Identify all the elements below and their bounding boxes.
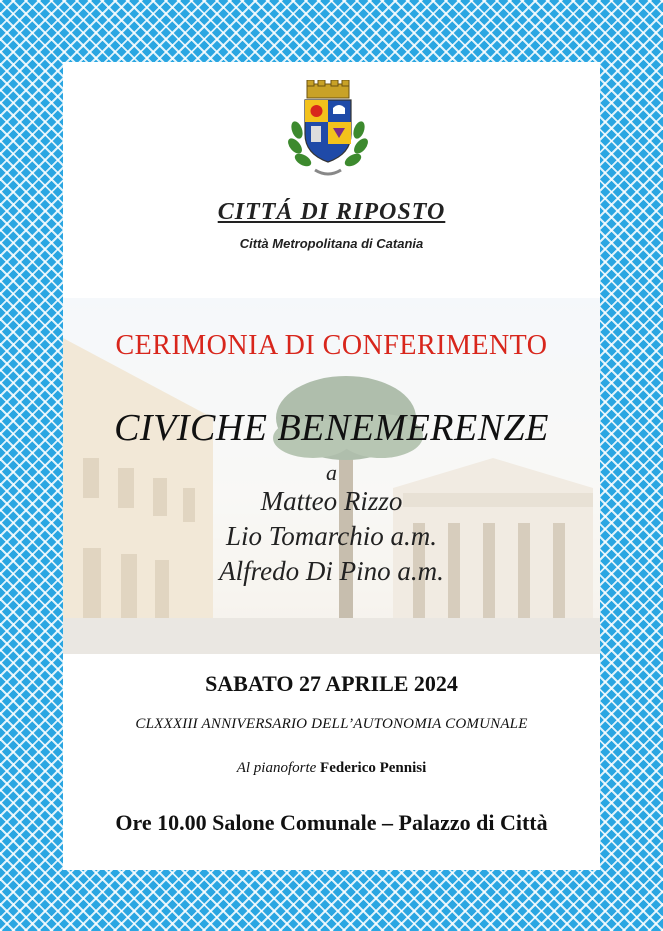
city-name: CITTÁ DI RIPOSTO	[217, 199, 446, 225]
poster-content-area	[63, 62, 600, 870]
ceremony-title: CERIMONIA DI CONFERIMENTO	[115, 330, 548, 361]
event-venue: Ore 10.00 Salone Comunale – Palazzo di Città	[115, 810, 548, 835]
city-subtitle: Città Metropolitana di Catania	[239, 236, 424, 251]
honoree-name: Matteo Rizzo	[260, 486, 403, 516]
honoree-name: Lio Tomarchio a.m.	[225, 521, 438, 551]
event-date: SABATO 27 APRILE 2024	[205, 671, 458, 696]
honoree-name: Alfredo Di Pino a.m.	[219, 556, 444, 586]
award-title: CIVICHE BENEMERENZE	[114, 407, 549, 449]
music-performer: Federico Pennisi	[320, 760, 427, 776]
music-credit	[63, 760, 600, 777]
city-coat-of-arms-icon	[285, 80, 371, 184]
anniversary-line: CLXXXIII ANNIVERSARIO DELL’AUTONOMIA COMUNALE	[135, 716, 528, 732]
music-label: Al pianoforte	[236, 760, 317, 776]
honoree-connector: a	[326, 460, 337, 485]
